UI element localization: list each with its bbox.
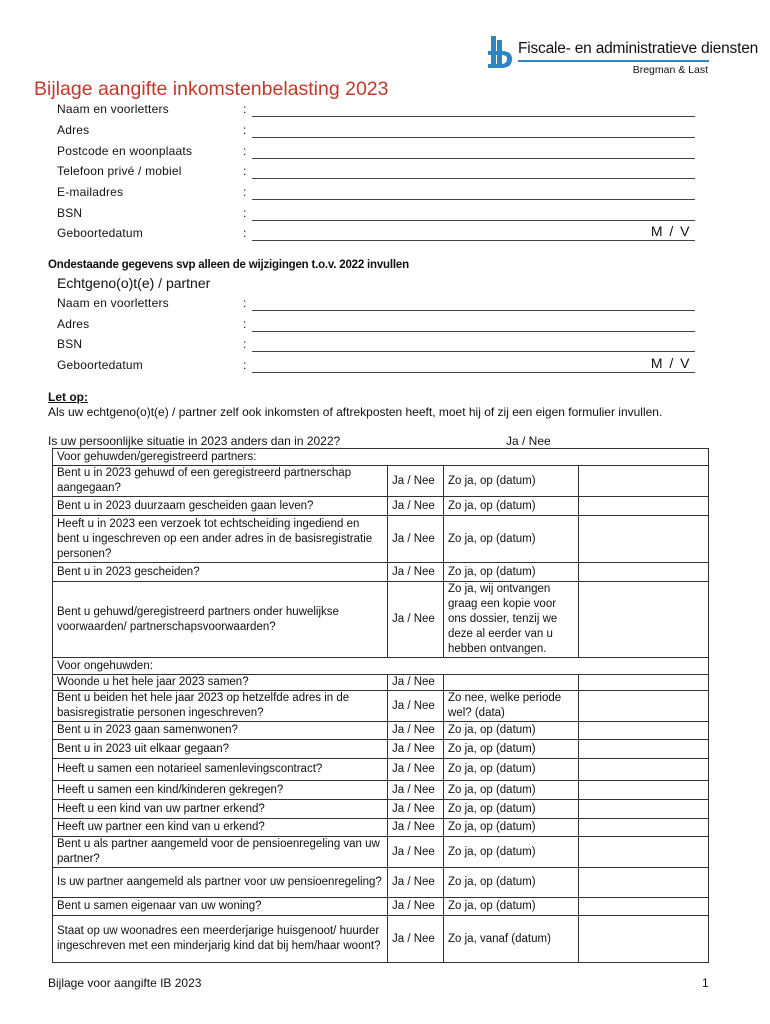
answer-cell[interactable]: Ja / Nee <box>388 819 444 837</box>
partner-address-input-line[interactable] <box>252 331 695 332</box>
table-row <box>53 466 709 497</box>
page-title: Bijlage aangifte inkomstenbelasting 2023 <box>34 78 389 100</box>
table-row <box>53 675 709 691</box>
postcode-input-line[interactable] <box>252 158 695 159</box>
followup-cell: Zo ja, op (datum) <box>444 868 579 898</box>
question-cell: Bent u als partner aangemeld voor de pensioenregeling van uw partner? <box>53 837 388 868</box>
notice-text: Als uw echtgeno(o)t(e) / partner zelf ook inkomsten of aftrekposten heeft, moet hij of zij een eigen formulier invullen. <box>48 405 663 419</box>
question-cell: Bent u beiden het hele jaar 2023 op hetzelfde adres in de basisregistratie personen ingeschreven? <box>53 691 388 722</box>
question-cell: Bent u in 2023 duurzaam gescheiden gaan leven? <box>53 497 388 516</box>
answer-cell[interactable]: Ja / Nee <box>388 898 444 916</box>
question-cell: Staat op uw woonadres een meerderjarige huisgenoot/ huurder ingeschreven met een minderjarig kind dat bij hem/haar woont? <box>53 916 388 963</box>
question-cell: Heeft u in 2023 een verzoek tot echtscheiding ingediend en bent u ingeschreven op een ander adres in de basisregistratie personen? <box>53 516 388 563</box>
input-cell[interactable] <box>579 837 709 868</box>
table-row <box>53 916 709 963</box>
table-row <box>53 740 709 759</box>
section-header-row <box>53 449 709 466</box>
field-label: Adres <box>57 123 90 137</box>
followup-cell: Zo nee, welke periode wel? (data) <box>444 691 579 722</box>
field-label: Adres <box>57 317 90 331</box>
input-cell[interactable] <box>579 691 709 722</box>
question-cell: Heeft u een kind van uw partner erkend? <box>53 800 388 819</box>
phone-field[interactable]: Telefoon privé / mobiel : <box>57 164 697 182</box>
followup-cell: Zo ja, vanaf (datum) <box>444 916 579 963</box>
input-cell[interactable] <box>579 759 709 781</box>
question-cell: Bent u in 2023 uit elkaar gegaan? <box>53 740 388 759</box>
answer-cell[interactable]: Ja / Nee <box>388 497 444 516</box>
answer-cell[interactable]: Ja / Nee <box>388 722 444 740</box>
partner-birthdate-input-line[interactable] <box>252 372 695 373</box>
field-label: Postcode en woonplaats <box>57 144 193 158</box>
table-row <box>53 781 709 800</box>
notice-heading: Let op: <box>48 390 88 404</box>
phone-input-line[interactable] <box>252 178 695 179</box>
field-label: BSN <box>57 206 83 220</box>
company-sub: Bregman & Last <box>632 64 708 76</box>
field-label: Telefoon privé / mobiel <box>57 164 182 178</box>
answer-cell[interactable]: Ja / Nee <box>388 691 444 722</box>
table-row <box>53 759 709 781</box>
input-cell[interactable] <box>579 466 709 497</box>
bsn-input-line[interactable] <box>252 220 695 221</box>
answer-cell[interactable]: Ja / Nee <box>388 800 444 819</box>
answer-cell[interactable]: Ja / Nee <box>388 837 444 868</box>
followup-cell: Zo ja, op (datum) <box>444 497 579 516</box>
situation-question: Is uw persoonlijke situatie in 2023 anders dan in 2022? <box>48 434 341 448</box>
answer-cell[interactable]: Ja / Nee <box>388 466 444 497</box>
question-cell: Heeft u samen een notarieel samenlevingscontract? <box>53 759 388 781</box>
answer-cell[interactable]: Ja / Nee <box>388 563 444 582</box>
field-label: Geboortedatum <box>57 226 143 240</box>
followup-cell: Zo ja, op (datum) <box>444 722 579 740</box>
followup-cell: Zo ja, op (datum) <box>444 800 579 819</box>
question-cell: Is uw partner aangemeld als partner voor uw pensioenregeling? <box>53 868 388 898</box>
company-underline <box>518 60 709 62</box>
answer-cell[interactable]: Ja / Nee <box>388 740 444 759</box>
question-cell: Woonde u het hele jaar 2023 samen? <box>53 675 388 691</box>
input-cell[interactable] <box>579 563 709 582</box>
followup-cell <box>444 675 579 691</box>
followup-cell: Zo ja, op (datum) <box>444 466 579 497</box>
question-cell: Bent u in 2023 gescheiden? <box>53 563 388 582</box>
partner-bsn-field[interactable]: BSN : <box>57 337 697 355</box>
followup-cell: Zo ja, op (datum) <box>444 516 579 563</box>
answer-cell[interactable]: Ja / Nee <box>388 868 444 898</box>
question-cell: Bent u gehuwd/geregistreerd partners onder huwelijkse voorwaarden/ partnerschapsvoorwaarden? <box>53 582 388 658</box>
input-cell[interactable] <box>579 740 709 759</box>
section-header-row <box>53 658 709 675</box>
table-row <box>53 497 709 516</box>
footer-title: Bijlage voor aangifte IB 2023 <box>48 976 202 990</box>
birthdate-input-line[interactable] <box>252 240 695 241</box>
table-row <box>53 722 709 740</box>
question-cell: Bent u samen eigenaar van uw woning? <box>53 898 388 916</box>
input-cell[interactable] <box>579 582 709 658</box>
input-cell[interactable] <box>579 868 709 898</box>
partner-address-field[interactable]: Adres : <box>57 317 697 335</box>
table-row <box>53 582 709 658</box>
partner-birthdate-field[interactable]: Geboortedatum : M / V <box>57 358 697 376</box>
partner-name-field[interactable]: Naam en voorletters : <box>57 296 697 314</box>
input-cell[interactable] <box>579 497 709 516</box>
input-cell[interactable] <box>579 675 709 691</box>
address-input-line[interactable] <box>252 137 695 138</box>
birthdate-field[interactable]: Geboortedatum : M / V <box>57 226 697 244</box>
email-field[interactable]: E-mailadres : <box>57 185 697 203</box>
partner-section-title: Echtgeno(o)t(e) / partner <box>57 275 211 291</box>
followup-cell: Zo ja, op (datum) <box>444 898 579 916</box>
followup-cell: Zo ja, op (datum) <box>444 837 579 868</box>
field-label: BSN <box>57 337 83 351</box>
address-field[interactable]: Adres : <box>57 123 697 141</box>
answer-cell[interactable]: Ja / Nee <box>388 675 444 691</box>
input-cell[interactable] <box>579 722 709 740</box>
followup-cell: Zo ja, op (datum) <box>444 563 579 582</box>
followup-cell: Zo ja, op (datum) <box>444 781 579 800</box>
input-cell[interactable] <box>579 819 709 837</box>
question-cell: Bent u in 2023 gaan samenwonen? <box>53 722 388 740</box>
question-cell: Bent u in 2023 gehuwd of een geregistreerd partnerschap aangegaan? <box>53 466 388 497</box>
question-cell: Heeft u samen een kind/kinderen gekregen? <box>53 781 388 800</box>
name-input-line[interactable] <box>252 116 695 117</box>
input-cell[interactable] <box>579 516 709 563</box>
table-row <box>53 691 709 722</box>
followup-cell: Zo ja, op (datum) <box>444 740 579 759</box>
field-label: Naam en voorletters <box>57 296 169 310</box>
section-title: Voor ongehuwden: <box>53 658 709 675</box>
input-cell[interactable] <box>579 916 709 963</box>
answer-cell[interactable]: Ja / Nee <box>388 516 444 563</box>
field-label: E-mailadres <box>57 185 124 199</box>
table-row <box>53 898 709 916</box>
answer-cell[interactable]: Ja / Nee <box>388 916 444 963</box>
input-cell[interactable] <box>579 781 709 800</box>
situation-answer[interactable]: Ja / Nee <box>506 434 551 448</box>
partner-name-input-line[interactable] <box>252 310 695 311</box>
answer-cell[interactable]: Ja / Nee <box>388 759 444 781</box>
field-label: Geboortedatum <box>57 358 143 372</box>
bsn-field[interactable]: BSN : <box>57 206 697 224</box>
section-title: Voor gehuwden/geregistreerd partners: <box>53 449 709 466</box>
table-row <box>53 563 709 582</box>
field-label: Naam en voorletters <box>57 102 169 116</box>
table-row <box>53 819 709 837</box>
situation-table <box>52 448 709 963</box>
followup-cell: Zo ja, wij ontvangen graag een kopie voor ons dossier, tenzij we deze al eerder van u hebben ontvangen. <box>444 582 579 658</box>
input-cell[interactable] <box>579 800 709 819</box>
table-row <box>53 837 709 868</box>
partner-gender-choice[interactable]: M / V <box>650 355 691 371</box>
email-input-line[interactable] <box>252 199 695 200</box>
table-row <box>53 800 709 819</box>
followup-cell: Zo ja, op (datum) <box>444 819 579 837</box>
postcode-field[interactable]: Postcode en woonplaats : <box>57 144 697 162</box>
answer-cell[interactable]: Ja / Nee <box>388 582 444 658</box>
page-number: 1 <box>702 976 709 990</box>
followup-cell: Zo ja, op (datum) <box>444 759 579 781</box>
partner-bsn-input-line[interactable] <box>252 351 695 352</box>
changes-note: Ondestaande gegevens svp alleen de wijzigingen t.o.v. 2022 invullen <box>48 259 409 271</box>
input-cell[interactable] <box>579 898 709 916</box>
table-row <box>53 516 709 563</box>
table-row <box>53 868 709 898</box>
answer-cell[interactable]: Ja / Nee <box>388 781 444 800</box>
name-field[interactable]: Naam en voorletters : <box>57 102 697 120</box>
company-name: Fiscale- en administratieve diensten <box>518 40 759 57</box>
gender-choice[interactable]: M / V <box>650 223 691 239</box>
question-cell: Heeft uw partner een kind van u erkend? <box>53 819 388 837</box>
